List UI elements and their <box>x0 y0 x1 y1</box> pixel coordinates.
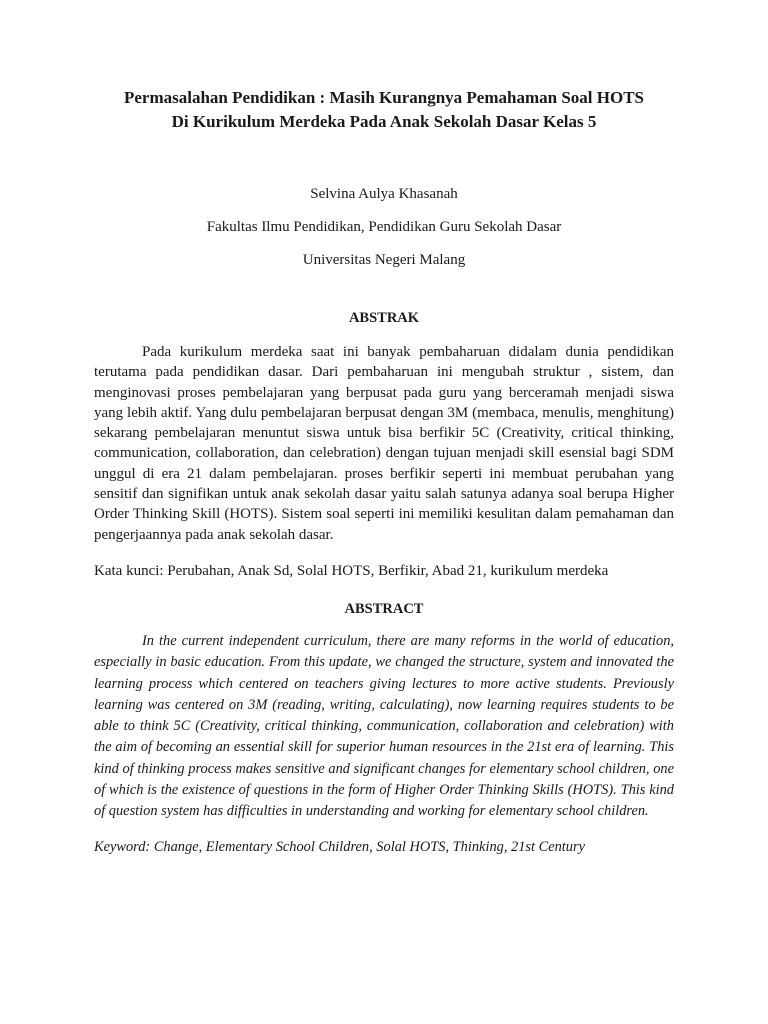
title-line-2: Di Kurikulum Merdeka Pada Anak Sekolah Dasar Kelas 5 <box>171 112 597 131</box>
abstrak-keywords: Kata kunci: Perubahan, Anak Sd, Solal HOTS, Berfikir, Abad 21, kurikulum merdeka <box>94 562 609 579</box>
author-name: Selvina Aulya Khasanah <box>310 186 458 202</box>
abstract-heading: ABSTRACT <box>344 600 424 617</box>
abstrak-body: Pada kurikulum merdeka saat ini banyak pembaharuan didalam dunia pendidikan terutama pada pendidikan dasar. Dari pembaharuan ini mengubah struktur , sistem, dan menginovasi proses pembelajaran yang berpusat pada guru yang berceramah menjadi siswa yang lebih aktif. Yang dulu pembelajaran berpusat dengan 3M (membaca, menulis, menghitung) sekarang pembelajaran menuntut siswa untuk bisa berfikir 5C (Creativity, critical thinking, communication, collaboration, dan celebration) dengan tujuan menjadi skill esensial bagi SDM unggul di era 21 dalam pembelajaran. proses berfikir seperti ini membuat perubahan yang sensitif dan signifikan untuk anak sekolah dasar yaitu salah satunya adanya soal berupa Higher Order Thinking Skill (HOTS). Sistem soal seperti ini memiliki kesulitan dalam pemahaman dan pengerjaannya pada anak sekolah dasar. <box>94 344 674 543</box>
abstract-body: In the current independent curriculum, there are many reforms in the world of education, especially in basic education. From this update, we changed the structure, system and innovated the learning process which centered on teachers giving lectures to more active students. Previously learning was centered on 3M (reading, writing, calculating), now learning requires students to be able to think 5C (Creativity, critical thinking, communication, collaboration and celebration) with the aim of becoming an essential skill for superior human resources in the 21st era of learning. This kind of thinking process makes sensitive and significant changes for elementary school children, one of which is the existence of questions in the form of Higher Order Thinking Skills (HOTS). This kind of question system has difficulties in understanding and working for elementary school children. <box>94 632 674 820</box>
author-university: Universitas Negeri Malang <box>302 252 466 268</box>
author-faculty: Fakultas Ilmu Pendidikan, Pendidikan Guru Sekolah Dasar <box>206 219 562 235</box>
title-line-1: Permasalahan Pendidikan : Masih Kurangnya Pemahaman Soal HOTS <box>124 88 644 107</box>
author-block <box>94 184 674 270</box>
paper-title <box>94 86 674 134</box>
abstrak-heading: ABSTRAK <box>348 310 420 326</box>
abstract-keywords: Keyword: Change, Elementary School Children, Solal HOTS, Thinking, 21st Century <box>94 838 585 855</box>
